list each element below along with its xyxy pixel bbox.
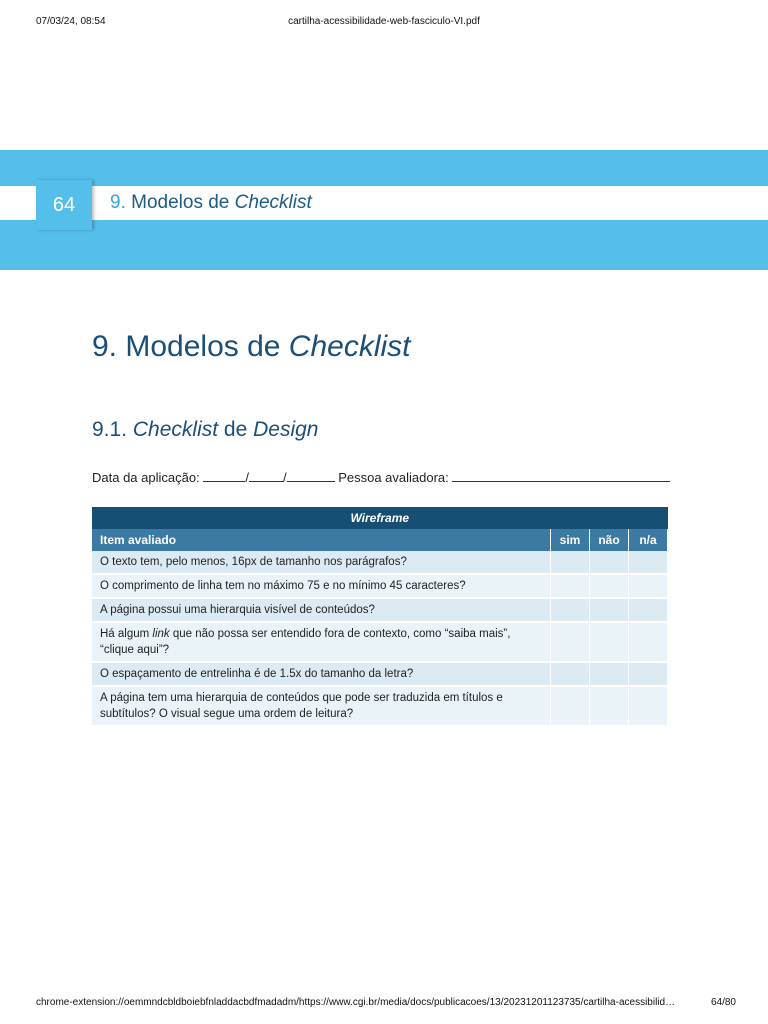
banner-section-number: 9.: [110, 192, 126, 213]
date-sep-2: /: [282, 470, 287, 485]
nao-checkbox-cell[interactable]: [590, 574, 629, 598]
header-sim: sim: [551, 529, 590, 551]
table-caption: Wireframe: [92, 507, 668, 529]
row-item-text: A página tem uma hierarquia de conteúdos que pode ser traduzida em títulos e subtítulos? O visual segue uma ordem de leitura?: [92, 686, 551, 726]
page-title-italic: Checklist: [288, 330, 411, 363]
header-nao: não: [590, 529, 629, 551]
nao-checkbox-cell[interactable]: [590, 686, 629, 726]
row-text-pre: Há algum: [100, 628, 153, 640]
print-doc-title: cartilha-acessibilidade-web-fasciculo-VI.pdf: [288, 16, 480, 27]
table-header-row: [92, 529, 668, 551]
print-url: chrome-extension://oemmndcbldboiebfnladdacbdfmadadm/https://www.cgi.br/media/docs/publicacoes/13/20231201123735/cartilha-acessibilid…: [36, 997, 676, 1008]
na-checkbox-cell[interactable]: [629, 574, 668, 598]
row-item-text: A página possui uma hierarquia visível de conteúdos?: [92, 598, 551, 622]
na-checkbox-cell[interactable]: [629, 622, 668, 662]
design-checklist-table: [92, 507, 668, 727]
row-item-text: O espaçamento de entrelinha é de 1.5x do tamanho da letra?: [92, 662, 551, 686]
date-label: Data da aplicação:: [92, 470, 200, 485]
subsection-italic-2: Design: [253, 418, 319, 441]
row-item-text: [92, 622, 551, 662]
sim-checkbox-cell[interactable]: [551, 551, 590, 574]
table-row: [92, 574, 668, 598]
table-row: [92, 598, 668, 622]
table-row: [92, 622, 668, 662]
subsection-middle: de: [218, 418, 254, 441]
print-header: [0, 16, 768, 30]
evaluator-blank: [452, 470, 670, 482]
date-year-blank: [287, 470, 335, 482]
nao-checkbox-cell[interactable]: [590, 662, 629, 686]
header-item: Item avaliado: [92, 529, 551, 551]
nao-checkbox-cell[interactable]: [590, 551, 629, 574]
table-row: [92, 551, 668, 574]
row-text-link: link: [152, 628, 170, 640]
sim-checkbox-cell[interactable]: [551, 574, 590, 598]
subsection-italic-1: Checklist: [132, 418, 219, 441]
page-title-text: 9. Modelos de: [92, 330, 289, 363]
date-month-blank: [249, 470, 283, 482]
subsection-prefix: 9.1.: [92, 418, 133, 441]
table-row: [92, 686, 668, 726]
row-item-text: O texto tem, pelo menos, 16px de tamanho nos parágrafos?: [92, 551, 551, 574]
na-checkbox-cell[interactable]: [629, 598, 668, 622]
page-number-box: [36, 180, 92, 230]
nao-checkbox-cell[interactable]: [590, 622, 629, 662]
application-form-line: [92, 470, 670, 485]
na-checkbox-cell[interactable]: [629, 686, 668, 726]
banner-section-title: [110, 192, 312, 214]
row-item-text: O comprimento de linha tem no máximo 75 e no mínimo 45 caracteres?: [92, 574, 551, 598]
banner-section-text: Modelos de: [125, 192, 235, 213]
print-datetime: 07/03/24, 08:54: [36, 16, 106, 27]
nao-checkbox-cell[interactable]: [590, 598, 629, 622]
page-number: 64: [52, 193, 76, 216]
subsection-title: [92, 418, 318, 442]
banner-section-italic: Checklist: [234, 192, 312, 213]
sim-checkbox-cell[interactable]: [551, 622, 590, 662]
sim-checkbox-cell[interactable]: [551, 598, 590, 622]
sim-checkbox-cell[interactable]: [551, 686, 590, 726]
print-page-count: 64/80: [710, 997, 736, 1008]
na-checkbox-cell[interactable]: [629, 551, 668, 574]
date-day-blank: [203, 470, 245, 482]
na-checkbox-cell[interactable]: [629, 662, 668, 686]
sim-checkbox-cell[interactable]: [551, 662, 590, 686]
page-title: [92, 330, 411, 364]
evaluator-label: Pessoa avaliadora:: [338, 470, 449, 485]
row-text-post: que não possa ser entendido fora de contexto, como “saiba mais”, “clique aqui”?: [100, 628, 511, 656]
header-na: n/a: [629, 529, 668, 551]
table-row: [92, 662, 668, 686]
date-sep-1: /: [245, 470, 249, 485]
